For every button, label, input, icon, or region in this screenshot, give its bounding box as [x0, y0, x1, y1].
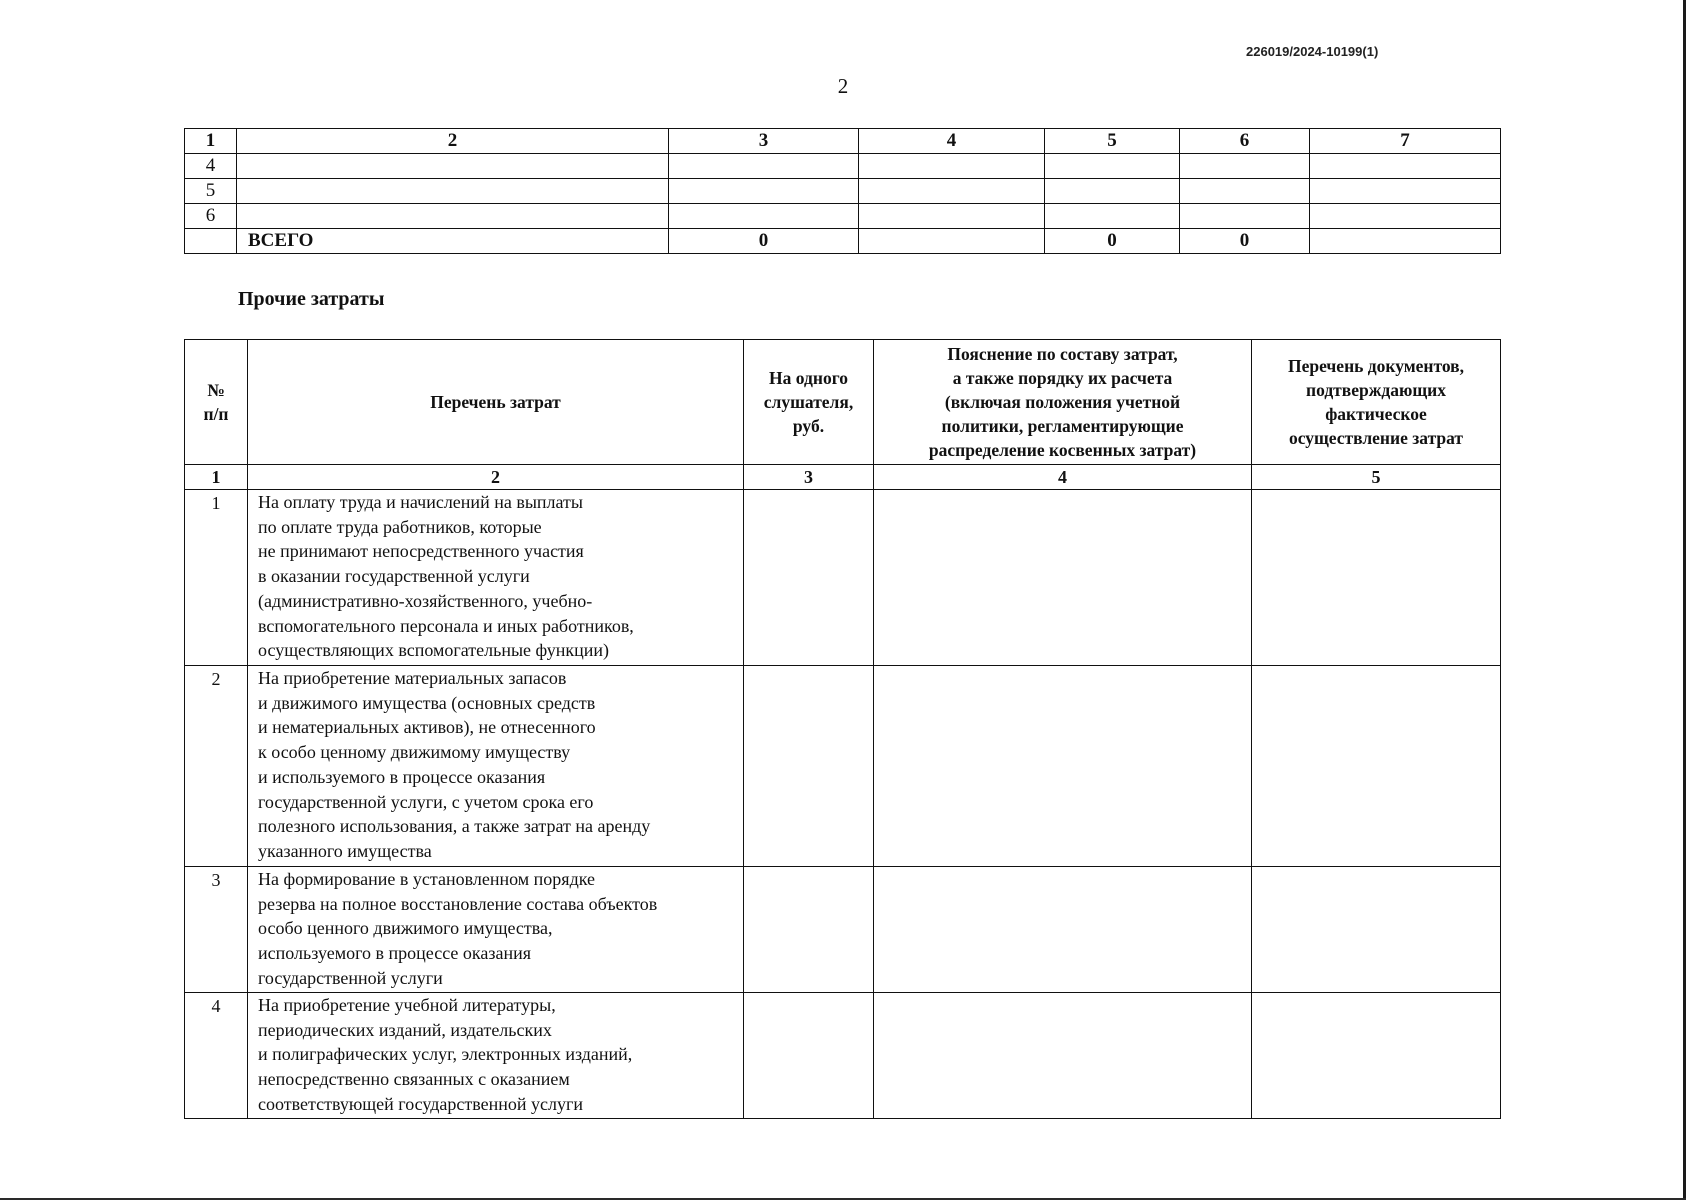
- table-cell: [1045, 154, 1180, 179]
- header-per-listener: На одного слушателя, руб.: [744, 340, 874, 465]
- header-cell: 2: [237, 129, 669, 154]
- table-cell: [1045, 179, 1180, 204]
- header-cell: 7: [1310, 129, 1501, 154]
- table-row: [185, 867, 1501, 993]
- cost-description: На приобретение учебной литературы, периодических изданий, издательских и полиграфических услуг, электронных изданий, непосредственно связанных с оказанием соответствующей государственной услуги: [248, 993, 744, 1119]
- column-number: 3: [744, 465, 874, 490]
- table-cell: [669, 154, 859, 179]
- table-row: [185, 666, 1501, 867]
- table-row: [185, 490, 1501, 666]
- table-row: [185, 154, 1501, 179]
- column-number: 5: [1252, 465, 1501, 490]
- explanation-cell: [874, 993, 1252, 1119]
- header-number: № п/п: [185, 340, 248, 465]
- table-cell: [859, 204, 1045, 229]
- section-title: Прочие затраты: [238, 288, 385, 310]
- row-number: 1: [185, 490, 248, 666]
- header-explanation: Пояснение по составу затрат, а также порядку их расчета (включая положения учетной политики, регламентирующие распределение косвенных затрат): [874, 340, 1252, 465]
- table-cell: [1180, 154, 1310, 179]
- column-number-row: [185, 465, 1501, 490]
- total-cell: 0: [1180, 229, 1310, 254]
- column-number: 4: [874, 465, 1252, 490]
- continuation-header-row: [185, 129, 1501, 154]
- row-number: 2: [185, 666, 248, 867]
- table-cell: [1180, 179, 1310, 204]
- other-costs-table: [184, 339, 1501, 1119]
- row-number: [185, 229, 237, 254]
- row-number: 6: [185, 204, 237, 229]
- table-cell: [1310, 204, 1501, 229]
- per-listener-cell: [744, 867, 874, 993]
- total-label: ВСЕГО: [237, 229, 669, 254]
- cost-description: На приобретение материальных запасов и движимого имущества (основных средств и нематериальных активов), не отнесенного к особо ценному движимому имуществу и используемого в процессе оказания государственной услуги, с учетом срока его полезного использования, а также затрат на аренду указанного имущества: [248, 666, 744, 867]
- table-row: [185, 179, 1501, 204]
- documents-cell: [1252, 867, 1501, 993]
- table-cell: [237, 179, 669, 204]
- header-cost-list: Перечень затрат: [248, 340, 744, 465]
- row-number: 3: [185, 867, 248, 993]
- table-cell: [237, 154, 669, 179]
- table-row: [185, 204, 1501, 229]
- table-cell: [1310, 179, 1501, 204]
- total-cell: 0: [1045, 229, 1180, 254]
- page-number: 2: [837, 74, 849, 98]
- table-cell: [859, 154, 1045, 179]
- documents-cell: [1252, 666, 1501, 867]
- documents-cell: [1252, 490, 1501, 666]
- table-cell: [1045, 204, 1180, 229]
- column-number: 1: [185, 465, 248, 490]
- document-id: 226019/2024-10199(1): [1246, 44, 1379, 59]
- table-cell: [669, 204, 859, 229]
- continuation-table: [184, 128, 1501, 254]
- total-cell: [859, 229, 1045, 254]
- total-row: [185, 229, 1501, 254]
- documents-cell: [1252, 993, 1501, 1119]
- table-cell: [669, 179, 859, 204]
- row-number: 4: [185, 993, 248, 1119]
- cost-description: На оплату труда и начислений на выплаты по оплате труда работников, которые не принимают непосредственного участия в оказании государственной услуги (административно-хозяйственного, учебно- вспомогательного персонала и иных работников, осуществляющих вспомогательные функции): [248, 490, 744, 666]
- other-costs-header-row: [185, 340, 1501, 465]
- total-cell: [1310, 229, 1501, 254]
- table-cell: [1180, 204, 1310, 229]
- table-cell: [237, 204, 669, 229]
- per-listener-cell: [744, 490, 874, 666]
- header-cell: 1: [185, 129, 237, 154]
- header-cell: 3: [669, 129, 859, 154]
- header-cell: 5: [1045, 129, 1180, 154]
- row-number: 5: [185, 179, 237, 204]
- explanation-cell: [874, 867, 1252, 993]
- header-cell: 6: [1180, 129, 1310, 154]
- table-cell: [859, 179, 1045, 204]
- explanation-cell: [874, 666, 1252, 867]
- total-cell: 0: [669, 229, 859, 254]
- cost-description: На формирование в установленном порядке резерва на полное восстановление состава объектов особо ценного движимого имущества, используемого в процессе оказания государственной услуги: [248, 867, 744, 993]
- per-listener-cell: [744, 993, 874, 1119]
- table-row: [185, 993, 1501, 1119]
- column-number: 2: [248, 465, 744, 490]
- row-number: 4: [185, 154, 237, 179]
- table-cell: [1310, 154, 1501, 179]
- explanation-cell: [874, 490, 1252, 666]
- per-listener-cell: [744, 666, 874, 867]
- header-documents: Перечень документов, подтверждающих фактическое осуществление затрат: [1252, 340, 1501, 465]
- header-cell: 4: [859, 129, 1045, 154]
